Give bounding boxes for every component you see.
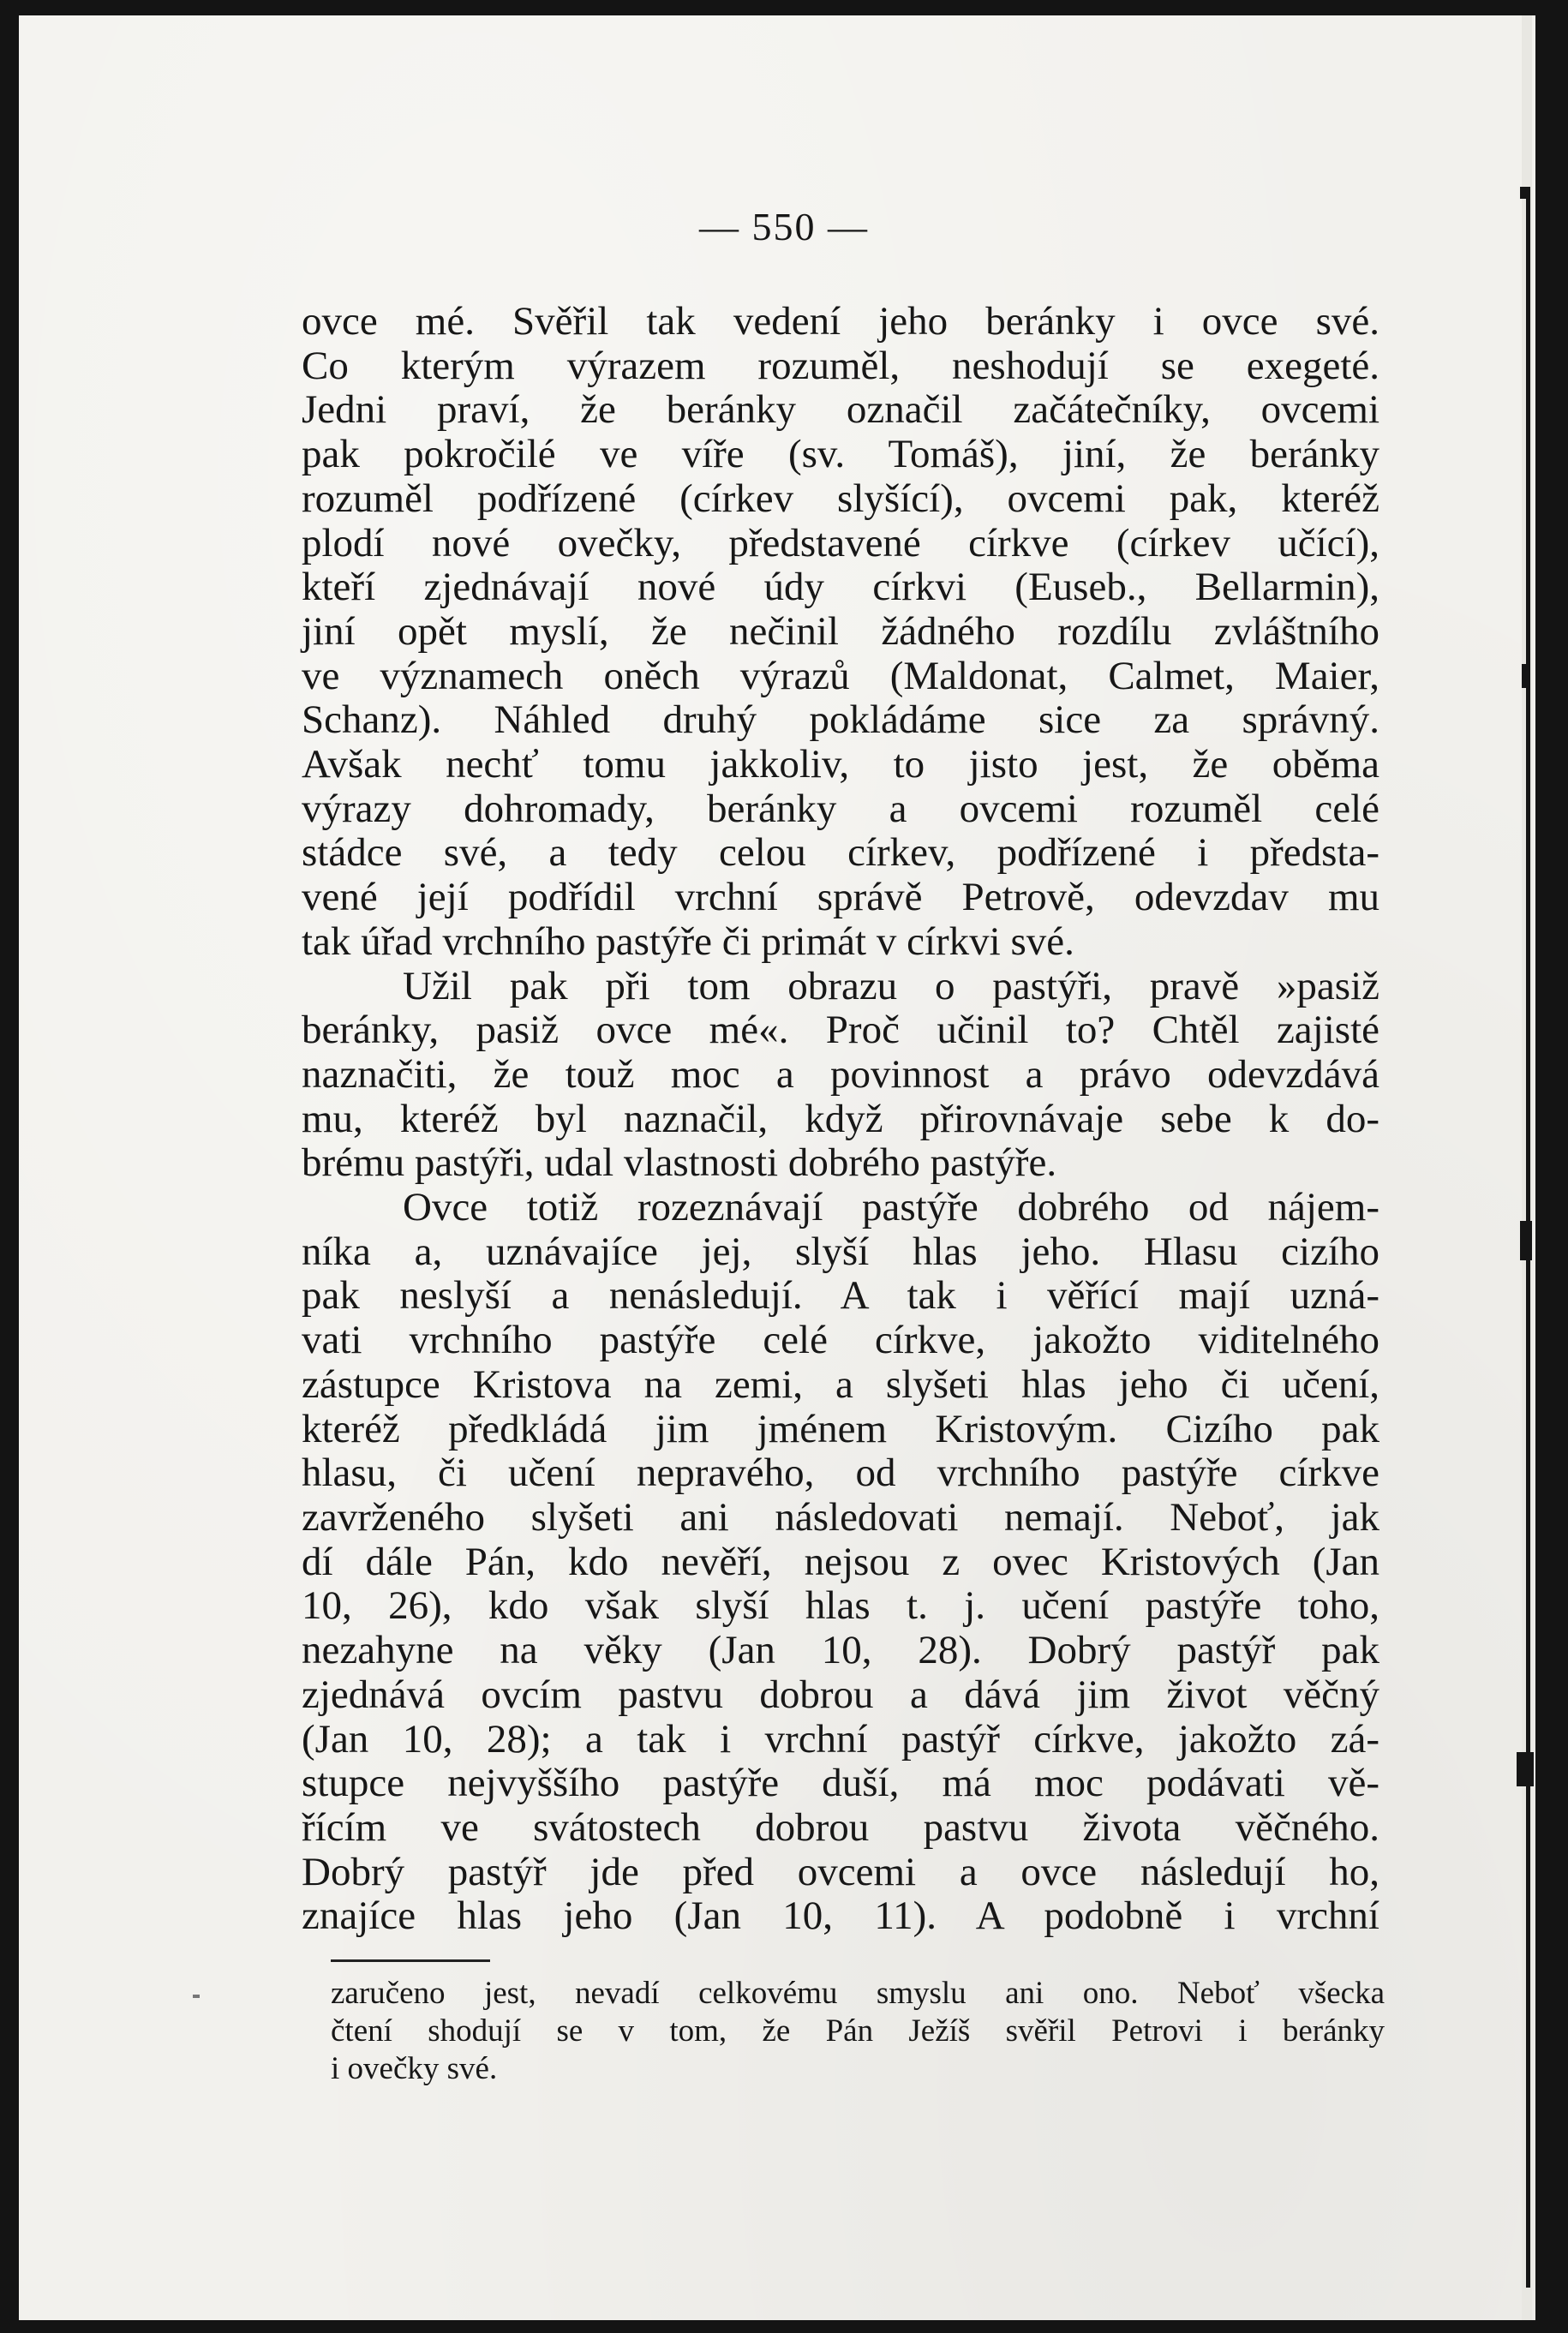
text-line: hlasu, či učení nepravého, od vrchního pastýře církve <box>302 1451 1379 1496</box>
footnote-line: čtení shodují se v tom, že Pán Ježíš svěřil Petrovi i beránky <box>331 2013 1385 2049</box>
footnote-line: i ovečky své. <box>331 2051 498 2086</box>
edge-mark <box>1522 664 1530 688</box>
text-line: tak úřad vrchního pastýře či primát v církvi své. <box>302 918 1074 964</box>
text-line: Užil pak při tom obrazu o pastýři, pravě »pasiž <box>403 963 1379 1008</box>
text-line: ovce mé. Svěřil tak vedení jeho beránky i ovce své. <box>302 299 1379 344</box>
text-line: beránky, pasiž ovce mé«. Proč učinil to? Chtěl zajisté <box>302 1008 1379 1053</box>
scan-speck <box>193 1995 200 1998</box>
text-line: Jedni praví, že beránky označil začátečníky, ovcemi <box>302 387 1379 433</box>
text-line: řícím ve svátostech dobrou pastvu života věčného. <box>302 1804 1379 1850</box>
footnote <box>331 1975 1385 2088</box>
text-line: vené její podřídil vrchní správě Petrově, odevzdav mu <box>302 875 1379 920</box>
text-line: kteréž předkládá jim jménem Kristovým. Cizího pak <box>302 1406 1379 1451</box>
text-line: Co kterým výrazem rozuměl, neshodují se exegeté. <box>302 343 1379 388</box>
text-line: vati vrchního pastýře celé církve, jakožto viditelného <box>302 1318 1379 1363</box>
text-line: zástupce Kristova na zemi, a slyšeti hlas jeho či učení, <box>302 1361 1379 1407</box>
body-text <box>302 300 1379 1939</box>
edge-mark <box>1517 1752 1534 1786</box>
text-line: Dobrý pastýř jde před ovcemi a ovce následují ho, <box>302 1849 1379 1894</box>
text-line: dí dále Pán, kdo nevěří, nejsou z ovec Kristových (Jan <box>302 1539 1379 1584</box>
text-line: níka a, uznávajíce jej, slyší hlas jeho. Hlasu cizího <box>302 1229 1379 1274</box>
text-line: Ovce totiž rozeznávají pastýře dobrého od nájem- <box>403 1185 1379 1230</box>
footnote-line: zaručeno jest, nevadí celkovému smyslu ani ono. Neboť všecka <box>331 1976 1385 2011</box>
text-line: znajíce hlas jeho (Jan 10, 11). A podobně i vrchní <box>302 1893 1379 1939</box>
text-line: ve významech oněch výrazů (Maldonat, Calmet, Maier, <box>302 653 1379 698</box>
text-line: Avšak nechť tomu jakkoliv, to jisto jest, že oběma <box>302 742 1379 787</box>
text-line: rozuměl podřízené (církev slyšící), ovcemi pak, kteréž <box>302 476 1379 521</box>
text-line: kteří zjednávají nové údy církvi (Euseb., Bellarmin), <box>302 565 1379 610</box>
text-line: brému pastýři, udal vlastnosti dobrého pastýře. <box>302 1140 1057 1186</box>
text-line: zavrženého slyšeti ani následovati nemají. Neboť, jak <box>302 1494 1379 1540</box>
text-line: plodí nové ovečky, představené církve (církev učící), <box>302 520 1379 565</box>
text-line: 10, 26), kdo však slyší hlas t. j. učení pastýře toho, <box>302 1583 1379 1629</box>
text-line: pak pokročilé ve víře (sv. Tomáš), jiní, že beránky <box>302 432 1379 477</box>
footnote-rule <box>331 1959 490 1962</box>
text-line: zjednává ovcím pastvu dobrou a dává jim život věčný <box>302 1672 1379 1717</box>
text-line: výrazy dohromady, beránky a ovcemi rozuměl celé <box>302 786 1379 831</box>
text-line: stupce nejvyššího pastýře duší, má moc podávati vě- <box>302 1761 1379 1806</box>
edge-mark <box>1520 1221 1532 1260</box>
text-line: jiní opět myslí, že nečinil žádného rozdílu zvláštního <box>302 608 1379 654</box>
page-number: — 550 — <box>699 205 869 248</box>
text-line: naznačiti, že touž moc a povinnost a právo odevzdává <box>302 1051 1379 1097</box>
text-line: Schanz). Náhled druhý pokládáme sice za správný. <box>302 697 1379 743</box>
text-line: mu, kteréž byl naznačil, když přirovnávaje sebe k do- <box>302 1096 1379 1141</box>
text-line: nezahyne na věky (Jan 10, 28). Dobrý pastýř pak <box>302 1628 1379 1673</box>
text-line: pak neslyší a nenásledují. A tak i věřící mají uzná- <box>302 1273 1379 1319</box>
edge-mark <box>1520 187 1530 199</box>
text-line: (Jan 10, 28); a tak i vrchní pastýř církve, jakožto zá- <box>302 1716 1379 1762</box>
text-line: stádce své, a tedy celou církev, podřízené i předsta- <box>302 830 1379 876</box>
